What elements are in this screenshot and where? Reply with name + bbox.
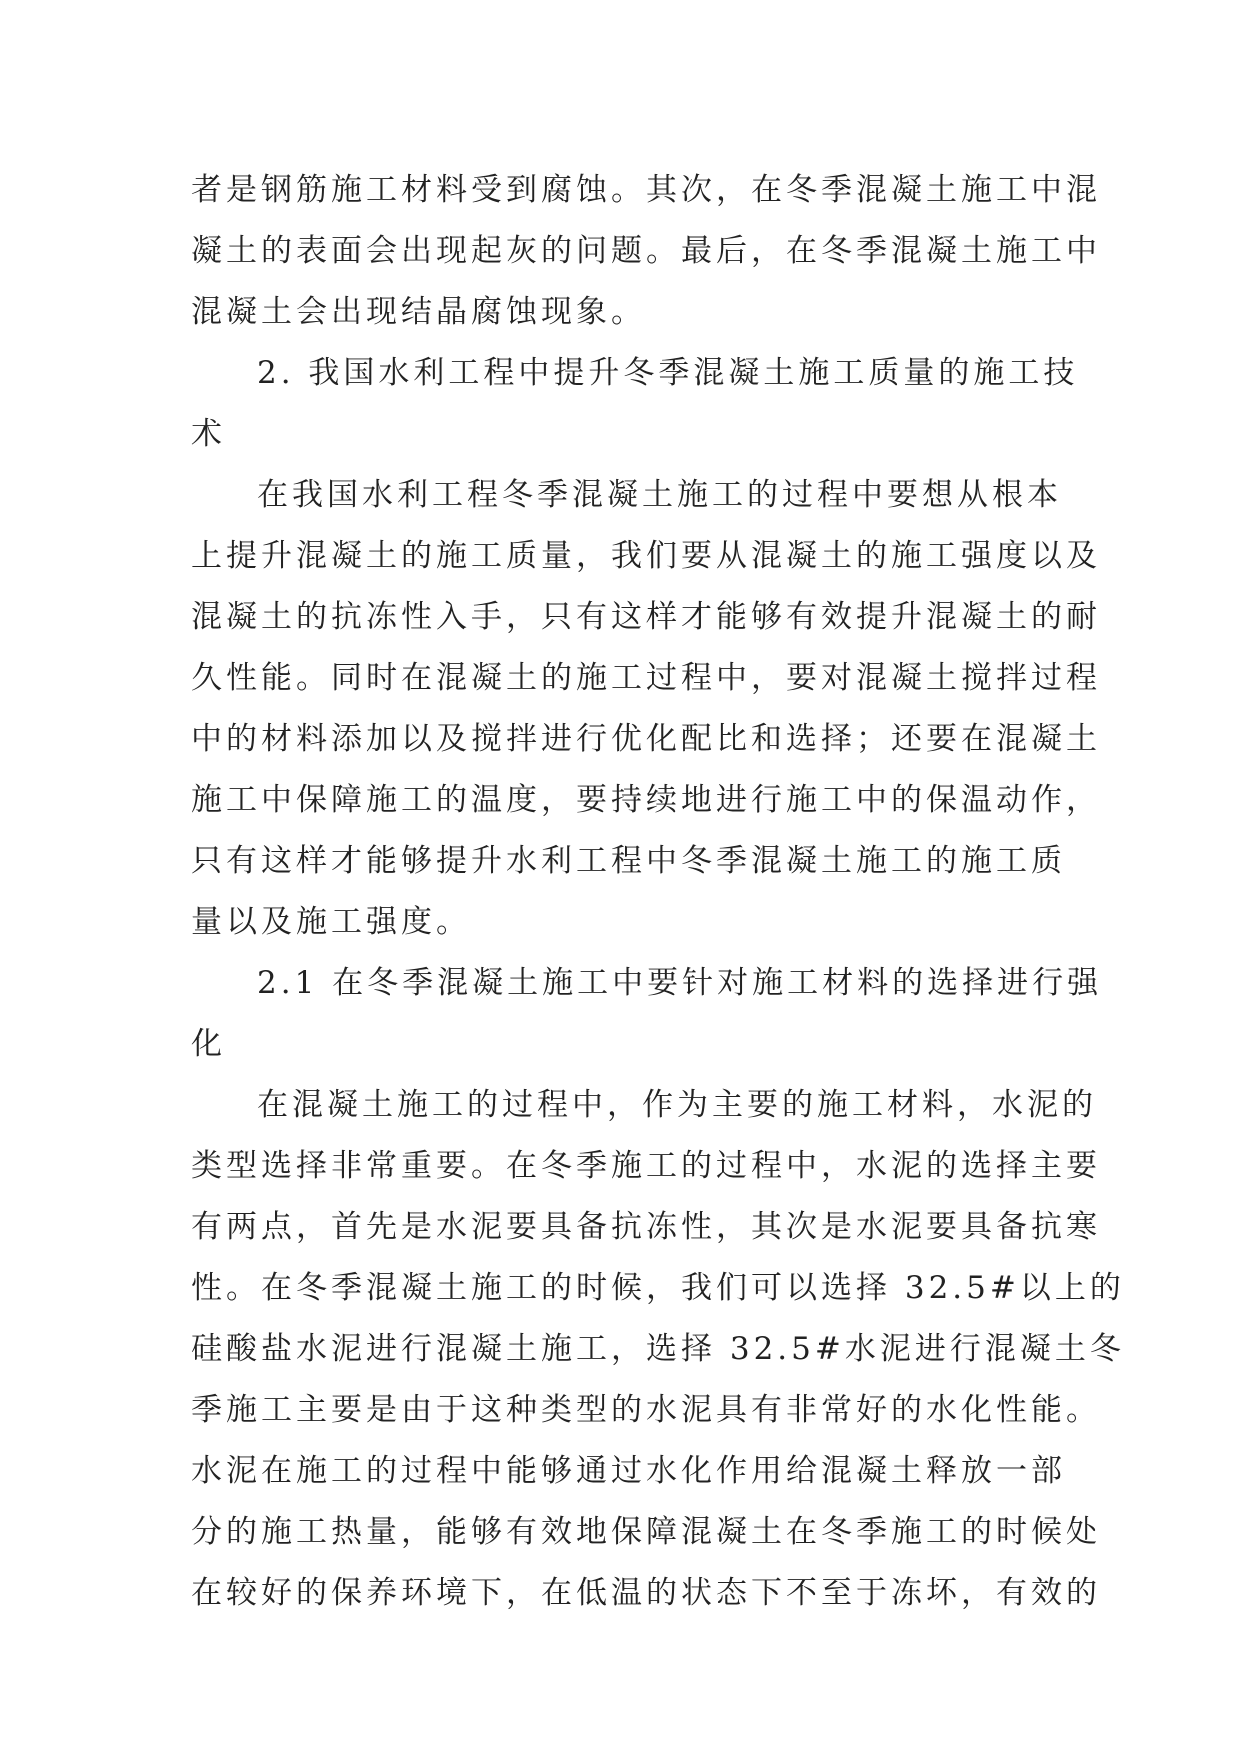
text-line: 混凝土会出现结晶腐蚀现象。	[191, 294, 646, 330]
section-heading-2: 2. 我国水利工程中提升冬季混凝土施工质量的施工技	[257, 355, 1079, 391]
text-line: 性。在冬季混凝土施工的时候，我们可以选择 32.5#以上的	[191, 1270, 1125, 1306]
section-heading-2-1-continued: 化	[191, 1026, 226, 1062]
text-line: 中的材料添加以及搅拌进行优化配比和选择；还要在混凝土	[191, 721, 1101, 757]
text-line: 硅酸盐水泥进行混凝土施工，选择 32.5#水泥进行混凝土冬	[191, 1331, 1125, 1367]
section-heading-2-1: 2.1 在冬季混凝土施工中要针对施工材料的选择进行强	[257, 965, 1103, 1001]
text-line: 施工中保障施工的温度，要持续地进行施工中的保温动作，	[191, 782, 1101, 818]
text-line: 混凝土的抗冻性入手，只有这样才能够有效提升混凝土的耐	[191, 599, 1101, 635]
text-line: 有两点，首先是水泥要具备抗冻性，其次是水泥要具备抗寒	[191, 1209, 1101, 1245]
text-line: 量以及施工强度。	[191, 904, 471, 940]
text-line: 上提升混凝土的施工质量，我们要从混凝土的施工强度以及	[191, 538, 1101, 574]
text-line: 在我国水利工程冬季混凝土施工的过程中要想从根本	[257, 477, 1062, 513]
text-line: 只有这样才能够提升水利工程中冬季混凝土施工的施工质	[191, 843, 1066, 879]
text-line: 分的施工热量，能够有效地保障混凝土在冬季施工的时候处	[191, 1514, 1101, 1550]
text-line: 凝土的表面会出现起灰的问题。最后，在冬季混凝土施工中	[191, 233, 1101, 269]
text-line: 类型选择非常重要。在冬季施工的过程中，水泥的选择主要	[191, 1148, 1101, 1184]
text-line: 久性能。同时在混凝土的施工过程中，要对混凝土搅拌过程	[191, 660, 1101, 696]
text-line: 者是钢筋施工材料受到腐蚀。其次，在冬季混凝土施工中混	[191, 172, 1101, 208]
text-line: 季施工主要是由于这种类型的水泥具有非常好的水化性能。	[191, 1392, 1101, 1428]
section-heading-2-continued: 术	[191, 416, 226, 452]
document-body	[191, 160, 1125, 1624]
text-line: 水泥在施工的过程中能够通过水化作用给混凝土释放一部	[191, 1453, 1066, 1489]
text-line: 在较好的保养环境下，在低温的状态下不至于冻坏，有效的	[191, 1575, 1101, 1611]
text-line: 在混凝土施工的过程中，作为主要的施工材料，水泥的	[257, 1087, 1097, 1123]
